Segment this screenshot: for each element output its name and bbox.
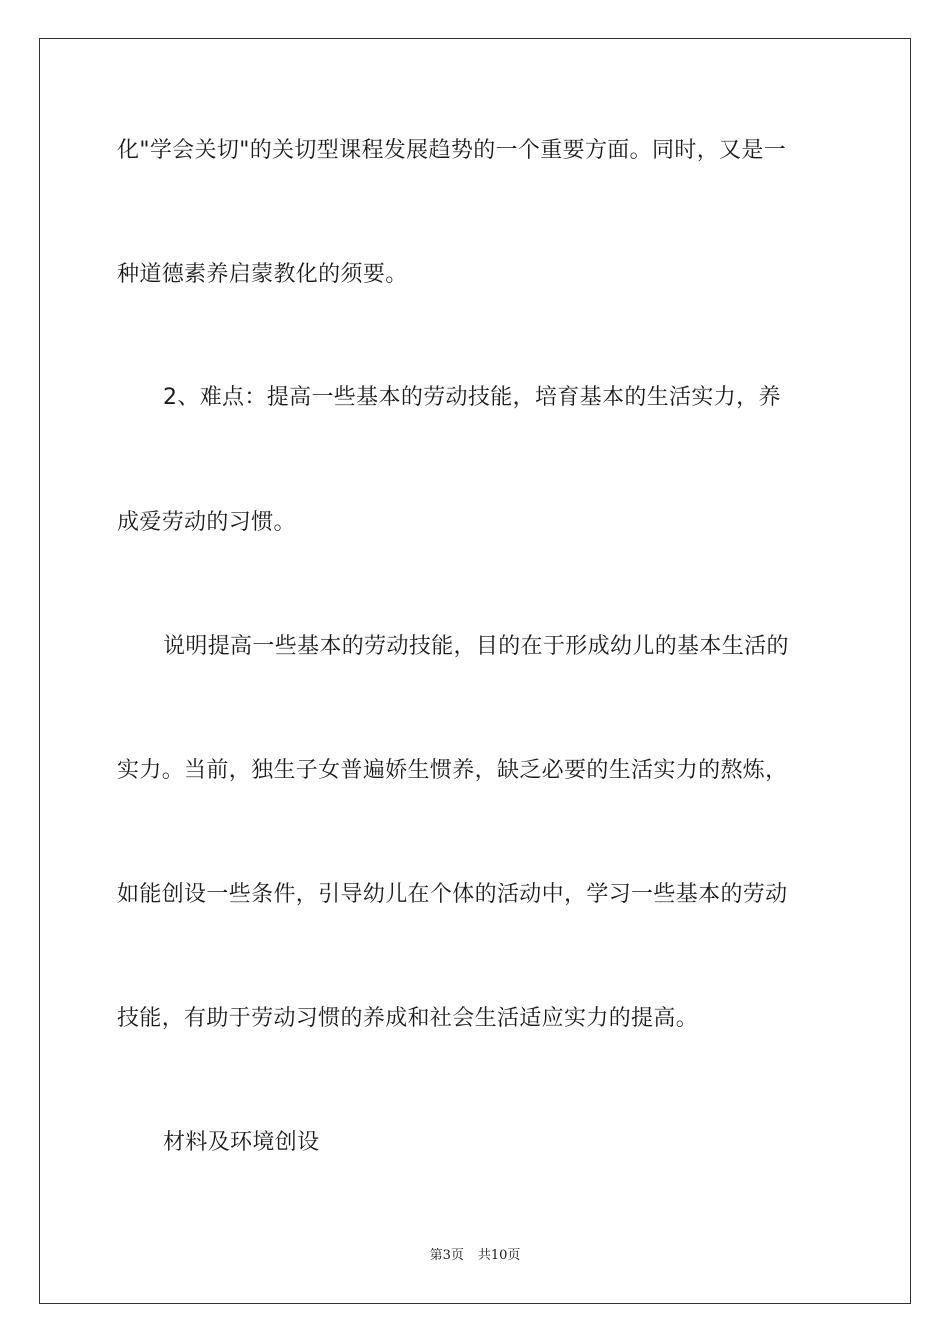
- page-number: 第3页: [429, 1248, 464, 1263]
- section-heading: 材料及环境创设: [163, 1130, 320, 1155]
- body-text-line: 种道德素养启蒙教化的须要。: [117, 262, 408, 287]
- body-text-line: 说明提高一些基本的劳动技能，目的在于形成幼儿的基本生活的: [163, 634, 789, 659]
- body-text-line: 实力。当前，独生子女普遍娇生惯养，缺乏必要的生活实力的熬炼，: [117, 758, 788, 783]
- body-text-line: 如能创设一些条件，引导幼儿在个体的活动中，学习一些基本的劳动: [117, 882, 788, 907]
- body-text-line: 技能，有助于劳动习惯的养成和社会生活适应实力的提高。: [117, 1006, 699, 1031]
- page-footer: [0, 1247, 950, 1265]
- page-frame: [39, 38, 911, 1304]
- page-total: 共10页: [477, 1248, 521, 1263]
- body-text-line: 化"学会关切"的关切型课程发展趋势的一个重要方面。同时，又是一: [117, 138, 787, 163]
- body-text-line: 2、难点：提高一些基本的劳动技能，培育基本的生活实力，养: [163, 385, 781, 410]
- body-text-line: 成爱劳动的习惯。: [117, 510, 296, 535]
